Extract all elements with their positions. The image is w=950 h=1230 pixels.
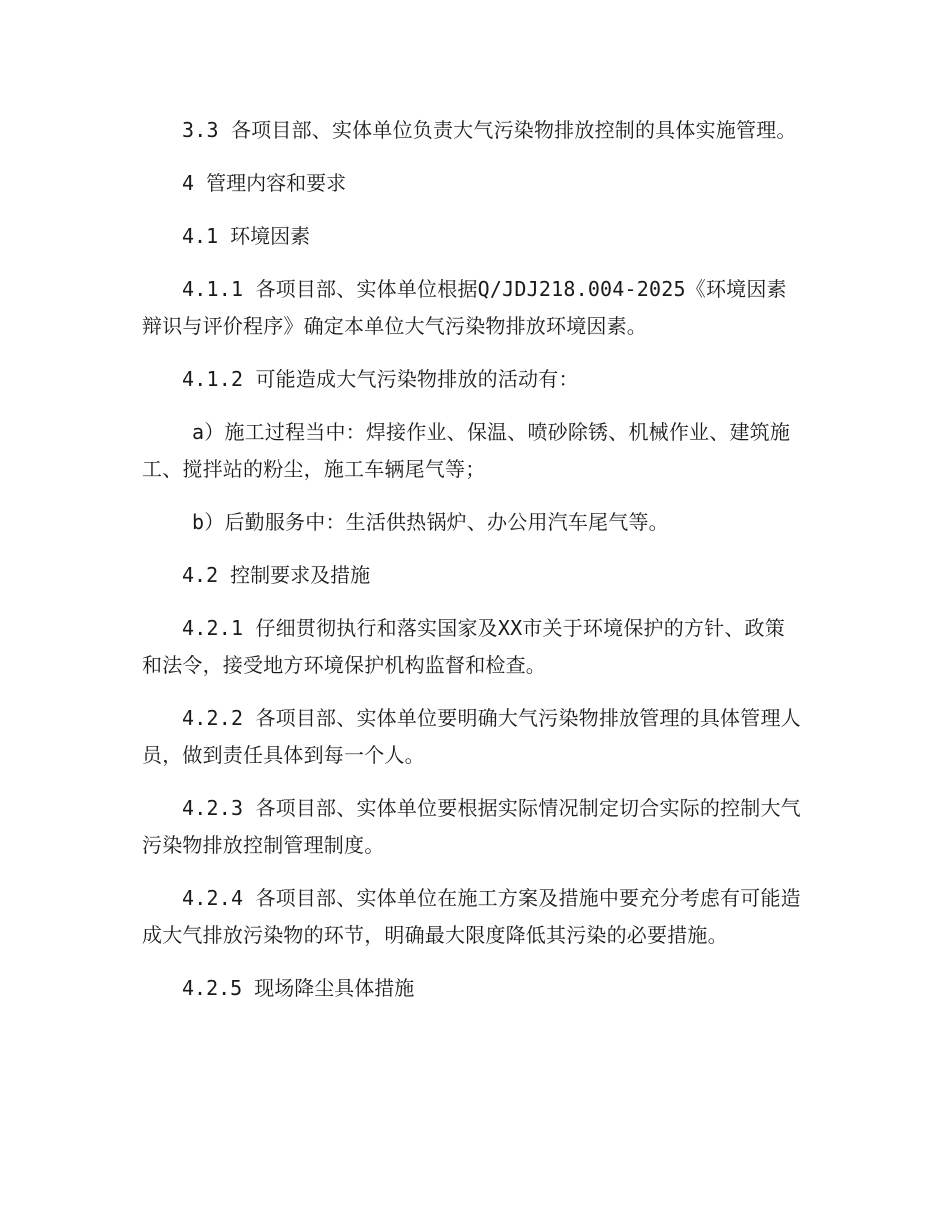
section-4-2-2: 4.2.2 各项目部、实体单位要明确大气污染物排放管理的具体管理人员，做到责任具体到每一个人。 xyxy=(142,706,801,767)
section-4-2-3: 4.2.3 各项目部、实体单位要根据实际情况制定切合实际的控制大气污染物排放控制管理制度。 xyxy=(142,796,801,857)
section-4-2-4: 4.2.4 各项目部、实体单位在施工方案及措施中要充分考虑有可能造成大气排放污染物的环节，明确最大限度降低其污染的必要措施。 xyxy=(142,886,801,947)
section-4-2-1: 4.2.1 仔细贯彻执行和落实国家及XX市关于环境保护的方针、政策和法令，接受地方环境保护机构监督和检查。 xyxy=(142,616,785,677)
document-body xyxy=(142,112,802,1023)
section-4-heading: 4 管理内容和要求 xyxy=(182,171,347,195)
section-4-1-1: 4.1.1 各项目部、实体单位根据Q/JDJ218.004-2025《环境因素辩识与评价程序》确定本单位大气污染物排放环境因素。 xyxy=(142,277,787,338)
section-4-2-5-heading: 4.2.5 现场降尘具体措施 xyxy=(182,976,415,1000)
section-3-3: 3.3 各项目部、实体单位负责大气污染物排放控制的具体实施管理。 xyxy=(182,118,797,142)
list-item-b: b）后勤服务中：生活供热锅炉、办公用汽车尾气等。 xyxy=(192,510,669,534)
section-4-1-heading: 4.1 环境因素 xyxy=(182,224,311,248)
section-4-1-2: 4.1.2 可能造成大气污染物排放的活动有： xyxy=(182,367,579,391)
list-item-a: a）施工过程当中：焊接作业、保温、喷砂除锈、机械作业、建筑施工、搅拌站的粉尘，施工车辆尾气等； xyxy=(142,420,791,481)
section-4-2-heading: 4.2 控制要求及措施 xyxy=(182,563,371,587)
